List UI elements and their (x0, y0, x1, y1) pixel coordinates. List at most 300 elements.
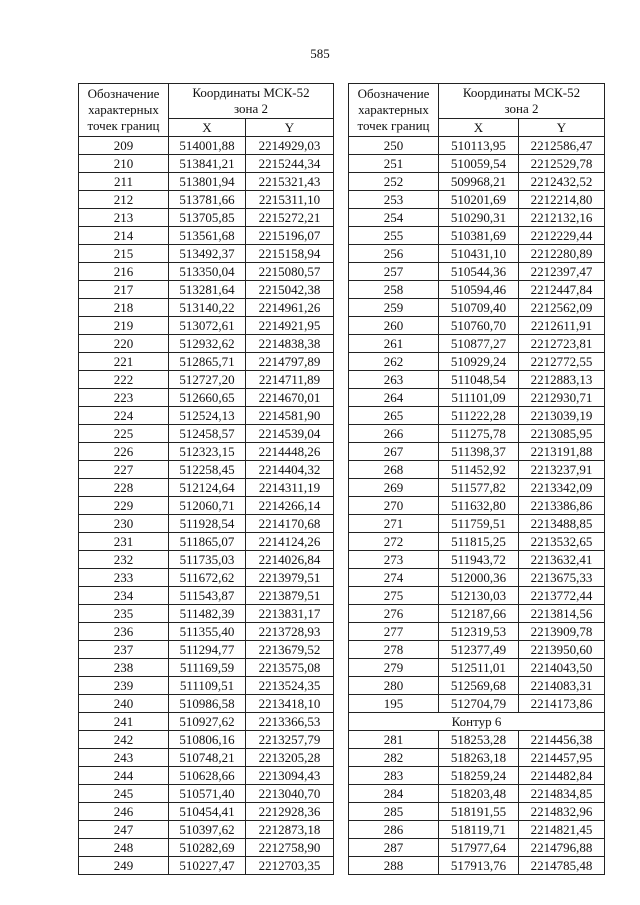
y-cell: 2213524,35 (246, 677, 334, 695)
x-cell: 511928,54 (169, 515, 246, 533)
point-id-cell: 226 (79, 443, 169, 461)
x-cell: 510806,16 (169, 731, 246, 749)
x-cell: 509968,21 (439, 173, 519, 191)
y-cell: 2212529,78 (519, 155, 605, 173)
table-row (79, 371, 334, 389)
x-cell: 511048,54 (439, 371, 519, 389)
x-cell: 512524,13 (169, 407, 246, 425)
x-cell: 511398,37 (439, 443, 519, 461)
header-label-line2: характерных (88, 102, 159, 117)
x-cell: 511275,78 (439, 425, 519, 443)
y-cell: 2213257,79 (246, 731, 334, 749)
y-cell: 2214170,68 (246, 515, 334, 533)
x-cell: 511294,77 (169, 641, 246, 659)
x-cell: 510227,47 (169, 857, 246, 875)
header-point-label (349, 84, 439, 137)
x-cell: 512704,79 (439, 695, 519, 713)
x-cell: 511759,51 (439, 515, 519, 533)
x-cell: 512124,64 (169, 479, 246, 497)
table-row (349, 443, 605, 461)
coordinates-table-right (348, 83, 605, 875)
y-cell: 2215080,57 (246, 263, 334, 281)
point-id-cell: 217 (79, 281, 169, 299)
table-row (349, 335, 605, 353)
point-id-cell: 255 (349, 227, 439, 245)
y-cell: 2212611,91 (519, 317, 605, 335)
y-cell: 2214043,50 (519, 659, 605, 677)
table-row (79, 209, 334, 227)
table-row (349, 173, 605, 191)
x-cell: 511482,39 (169, 605, 246, 623)
y-cell: 2212883,13 (519, 371, 605, 389)
point-id-cell: 253 (349, 191, 439, 209)
y-cell: 2214456,38 (519, 731, 605, 749)
table-row (349, 227, 605, 245)
point-id-cell: 245 (79, 785, 169, 803)
point-id-cell: 216 (79, 263, 169, 281)
page-number: 585 (310, 46, 330, 61)
table-row (349, 659, 605, 677)
point-id-cell: 252 (349, 173, 439, 191)
point-id-cell: 287 (349, 839, 439, 857)
x-cell: 513281,64 (169, 281, 246, 299)
point-id-cell: 257 (349, 263, 439, 281)
point-id-cell: 274 (349, 569, 439, 587)
table-row (349, 677, 605, 695)
table-row (79, 857, 334, 875)
table-row (79, 695, 334, 713)
point-id-cell: 276 (349, 605, 439, 623)
y-cell: 2212214,80 (519, 191, 605, 209)
y-cell: 2215196,07 (246, 227, 334, 245)
x-cell: 518263,18 (439, 749, 519, 767)
header-coords-line1: Координаты МСК-52 (192, 85, 310, 100)
x-cell: 517977,64 (439, 839, 519, 857)
point-id-cell: 211 (79, 173, 169, 191)
y-cell: 2212772,55 (519, 353, 605, 371)
point-id-cell: 239 (79, 677, 169, 695)
x-cell: 513801,94 (169, 173, 246, 191)
y-cell: 2215042,38 (246, 281, 334, 299)
x-cell: 510709,40 (439, 299, 519, 317)
y-cell: 2212447,84 (519, 281, 605, 299)
point-id-cell: 262 (349, 353, 439, 371)
x-cell: 511355,40 (169, 623, 246, 641)
y-cell: 2214026,84 (246, 551, 334, 569)
y-cell: 2214832,96 (519, 803, 605, 821)
x-cell: 510877,27 (439, 335, 519, 353)
point-id-cell: 273 (349, 551, 439, 569)
table-row (349, 695, 605, 713)
y-cell: 2215272,21 (246, 209, 334, 227)
y-cell: 2212132,16 (519, 209, 605, 227)
header-coordinates (439, 84, 605, 119)
point-id-cell: 248 (79, 839, 169, 857)
point-id-cell: 236 (79, 623, 169, 641)
table-row (79, 605, 334, 623)
header-coords-line2: зона 2 (233, 101, 269, 116)
table-row (79, 839, 334, 857)
x-cell: 512323,15 (169, 443, 246, 461)
point-id-cell: 222 (79, 371, 169, 389)
point-id-cell: 223 (79, 389, 169, 407)
table-row (349, 641, 605, 659)
table-row (349, 191, 605, 209)
table-row (79, 137, 334, 155)
x-cell: 511452,92 (439, 461, 519, 479)
table-row (349, 371, 605, 389)
point-id-cell: 232 (79, 551, 169, 569)
table-row (79, 317, 334, 335)
header-y: Y (246, 119, 334, 137)
y-cell: 2214796,88 (519, 839, 605, 857)
table-row (79, 245, 334, 263)
point-id-cell: 288 (349, 857, 439, 875)
x-cell: 510571,40 (169, 785, 246, 803)
y-cell: 2212280,89 (519, 245, 605, 263)
x-cell: 510927,62 (169, 713, 246, 731)
x-cell: 511169,59 (169, 659, 246, 677)
table-row (349, 839, 605, 857)
point-id-cell: 269 (349, 479, 439, 497)
point-id-cell: 275 (349, 587, 439, 605)
table-row (349, 425, 605, 443)
x-cell: 513350,04 (169, 263, 246, 281)
y-cell: 2215158,94 (246, 245, 334, 263)
point-id-cell: 234 (79, 587, 169, 605)
header-label-line3: точек границ (357, 118, 430, 133)
point-id-cell: 224 (79, 407, 169, 425)
x-cell: 510059,54 (439, 155, 519, 173)
header-label-line3: точек границ (87, 118, 160, 133)
table-row (79, 281, 334, 299)
point-id-cell: 277 (349, 623, 439, 641)
y-cell: 2214404,32 (246, 461, 334, 479)
y-cell: 2213040,70 (246, 785, 334, 803)
point-id-cell: 212 (79, 191, 169, 209)
x-cell: 512258,45 (169, 461, 246, 479)
y-cell: 2212562,09 (519, 299, 605, 317)
table-row (349, 623, 605, 641)
y-cell: 2214821,45 (519, 821, 605, 839)
point-id-cell: 267 (349, 443, 439, 461)
y-cell: 2213205,28 (246, 749, 334, 767)
table-row (79, 479, 334, 497)
table-row (79, 731, 334, 749)
table-row (349, 155, 605, 173)
point-id-cell: 268 (349, 461, 439, 479)
y-cell: 2214921,95 (246, 317, 334, 335)
point-id-cell: 218 (79, 299, 169, 317)
header-point-label (79, 84, 169, 137)
point-id-cell: 282 (349, 749, 439, 767)
x-cell: 512130,03 (439, 587, 519, 605)
x-cell: 510431,10 (439, 245, 519, 263)
table-row (79, 299, 334, 317)
y-cell: 2213831,17 (246, 605, 334, 623)
table-row (79, 335, 334, 353)
table-row (349, 731, 605, 749)
x-cell: 511632,80 (439, 497, 519, 515)
point-id-cell: 220 (79, 335, 169, 353)
x-cell: 513705,85 (169, 209, 246, 227)
x-cell: 510454,41 (169, 803, 246, 821)
header-label-line1: Обозначение (87, 86, 160, 101)
y-cell: 2213191,88 (519, 443, 605, 461)
point-id-cell: 265 (349, 407, 439, 425)
y-cell: 2213418,10 (246, 695, 334, 713)
point-id-cell: 260 (349, 317, 439, 335)
x-cell: 512569,68 (439, 677, 519, 695)
x-cell: 514001,88 (169, 137, 246, 155)
x-cell: 512187,66 (439, 605, 519, 623)
y-cell: 2214311,19 (246, 479, 334, 497)
table-row (349, 569, 605, 587)
x-cell: 511672,62 (169, 569, 246, 587)
table-row (349, 767, 605, 785)
table-row (349, 245, 605, 263)
point-id-cell: 278 (349, 641, 439, 659)
point-id-cell: 230 (79, 515, 169, 533)
x-cell: 518119,71 (439, 821, 519, 839)
table-row (349, 317, 605, 335)
table-row (349, 479, 605, 497)
point-id-cell: 250 (349, 137, 439, 155)
y-cell: 2213575,08 (246, 659, 334, 677)
y-cell: 2214961,26 (246, 299, 334, 317)
table-row (79, 389, 334, 407)
table-row (79, 497, 334, 515)
point-id-cell: 231 (79, 533, 169, 551)
y-cell: 2214482,84 (519, 767, 605, 785)
x-cell: 512060,71 (169, 497, 246, 515)
y-cell: 2214797,89 (246, 353, 334, 371)
x-cell: 510986,58 (169, 695, 246, 713)
y-cell: 2213532,65 (519, 533, 605, 551)
table-row (349, 407, 605, 425)
table-row (349, 137, 605, 155)
point-id-cell: 225 (79, 425, 169, 443)
x-cell: 511865,07 (169, 533, 246, 551)
x-cell: 510748,21 (169, 749, 246, 767)
x-cell: 511943,72 (439, 551, 519, 569)
x-cell: 510929,24 (439, 353, 519, 371)
x-cell: 517913,76 (439, 857, 519, 875)
y-cell: 2214266,14 (246, 497, 334, 515)
table-row (79, 803, 334, 821)
table-row (349, 857, 605, 875)
header-y: Y (519, 119, 605, 137)
x-cell: 513781,66 (169, 191, 246, 209)
y-cell: 2214834,85 (519, 785, 605, 803)
point-id-cell: 244 (79, 767, 169, 785)
point-id-cell: 285 (349, 803, 439, 821)
point-id-cell: 283 (349, 767, 439, 785)
table-body-left (79, 137, 334, 875)
table-row (79, 785, 334, 803)
contour-label: Контур 6 (349, 713, 605, 731)
y-cell: 2214457,95 (519, 749, 605, 767)
y-cell: 2214124,26 (246, 533, 334, 551)
table-row (79, 641, 334, 659)
point-id-cell: 264 (349, 389, 439, 407)
x-cell: 512511,01 (439, 659, 519, 677)
table-row (79, 749, 334, 767)
table-row (79, 821, 334, 839)
point-id-cell: 237 (79, 641, 169, 659)
point-id-cell: 256 (349, 245, 439, 263)
table-row (349, 821, 605, 839)
y-cell: 2215321,43 (246, 173, 334, 191)
y-cell: 2215311,10 (246, 191, 334, 209)
x-cell: 512000,36 (439, 569, 519, 587)
point-id-cell: 271 (349, 515, 439, 533)
x-cell: 510628,66 (169, 767, 246, 785)
header-coords-line1: Координаты МСК-52 (462, 85, 581, 100)
x-cell: 512377,49 (439, 641, 519, 659)
y-cell: 2215244,34 (246, 155, 334, 173)
table-row (349, 515, 605, 533)
table-row (79, 713, 334, 731)
point-id-cell: 251 (349, 155, 439, 173)
point-id-cell: 215 (79, 245, 169, 263)
table-row (349, 551, 605, 569)
point-id-cell: 286 (349, 821, 439, 839)
y-cell: 2214785,48 (519, 857, 605, 875)
y-cell: 2213679,52 (246, 641, 334, 659)
x-cell: 510282,69 (169, 839, 246, 857)
point-id-cell: 214 (79, 227, 169, 245)
table-row (79, 425, 334, 443)
table-row (349, 785, 605, 803)
x-cell: 511101,09 (439, 389, 519, 407)
x-cell: 513140,22 (169, 299, 246, 317)
table-row (349, 587, 605, 605)
header-coordinates (169, 84, 334, 119)
table-row (79, 533, 334, 551)
table-row (349, 803, 605, 821)
x-cell: 512660,65 (169, 389, 246, 407)
table-row (79, 677, 334, 695)
table-row (349, 263, 605, 281)
point-id-cell: 249 (79, 857, 169, 875)
point-id-cell: 233 (79, 569, 169, 587)
y-cell: 2213675,33 (519, 569, 605, 587)
x-cell: 513841,21 (169, 155, 246, 173)
point-id-cell: 195 (349, 695, 439, 713)
y-cell: 2212229,44 (519, 227, 605, 245)
coordinates-table-left (78, 83, 334, 875)
x-cell: 510544,36 (439, 263, 519, 281)
point-id-cell: 229 (79, 497, 169, 515)
y-cell: 2213879,51 (246, 587, 334, 605)
y-cell: 2212723,81 (519, 335, 605, 353)
contour-row (349, 713, 605, 731)
y-cell: 2213085,95 (519, 425, 605, 443)
table-row (79, 623, 334, 641)
y-cell: 2213814,56 (519, 605, 605, 623)
table-row (79, 767, 334, 785)
point-id-cell: 243 (79, 749, 169, 767)
x-cell: 510201,69 (439, 191, 519, 209)
y-cell: 2214448,26 (246, 443, 334, 461)
header-label-line2: характерных (358, 102, 429, 117)
point-id-cell: 259 (349, 299, 439, 317)
y-cell: 2213386,86 (519, 497, 605, 515)
x-cell: 518203,48 (439, 785, 519, 803)
y-cell: 2213094,43 (246, 767, 334, 785)
point-id-cell: 235 (79, 605, 169, 623)
x-cell: 518253,28 (439, 731, 519, 749)
y-cell: 2213039,19 (519, 407, 605, 425)
y-cell: 2213772,44 (519, 587, 605, 605)
table-row (79, 227, 334, 245)
x-cell: 513072,61 (169, 317, 246, 335)
point-id-cell: 241 (79, 713, 169, 731)
y-cell: 2213237,91 (519, 461, 605, 479)
point-id-cell: 279 (349, 659, 439, 677)
table-row (79, 587, 334, 605)
point-id-cell: 210 (79, 155, 169, 173)
y-cell: 2214083,31 (519, 677, 605, 695)
point-id-cell: 281 (349, 731, 439, 749)
table-row (349, 353, 605, 371)
x-cell: 511735,03 (169, 551, 246, 569)
y-cell: 2212928,36 (246, 803, 334, 821)
x-cell: 510290,31 (439, 209, 519, 227)
point-id-cell: 246 (79, 803, 169, 821)
point-id-cell: 261 (349, 335, 439, 353)
y-cell: 2213909,78 (519, 623, 605, 641)
y-cell: 2212703,35 (246, 857, 334, 875)
y-cell: 2214670,01 (246, 389, 334, 407)
table-row (349, 533, 605, 551)
point-id-cell: 272 (349, 533, 439, 551)
header-x: X (169, 119, 246, 137)
table-row (79, 155, 334, 173)
x-cell: 518259,24 (439, 767, 519, 785)
point-id-cell: 240 (79, 695, 169, 713)
table-body-right (349, 137, 605, 875)
header-x: X (439, 119, 519, 137)
y-cell: 2214173,86 (519, 695, 605, 713)
y-cell: 2212397,47 (519, 263, 605, 281)
point-id-cell: 284 (349, 785, 439, 803)
y-cell: 2213950,60 (519, 641, 605, 659)
table-row (79, 515, 334, 533)
table-row (79, 191, 334, 209)
x-cell: 511577,82 (439, 479, 519, 497)
table-row (349, 281, 605, 299)
y-cell: 2214581,90 (246, 407, 334, 425)
y-cell: 2213488,85 (519, 515, 605, 533)
x-cell: 512727,20 (169, 371, 246, 389)
y-cell: 2213342,09 (519, 479, 605, 497)
point-id-cell: 263 (349, 371, 439, 389)
point-id-cell: 258 (349, 281, 439, 299)
x-cell: 511222,28 (439, 407, 519, 425)
point-id-cell: 266 (349, 425, 439, 443)
x-cell: 512865,71 (169, 353, 246, 371)
table-row (349, 497, 605, 515)
x-cell: 510594,46 (439, 281, 519, 299)
point-id-cell: 209 (79, 137, 169, 155)
table-row (79, 551, 334, 569)
x-cell: 511815,25 (439, 533, 519, 551)
x-cell: 518191,55 (439, 803, 519, 821)
y-cell: 2213632,41 (519, 551, 605, 569)
x-cell: 513492,37 (169, 245, 246, 263)
